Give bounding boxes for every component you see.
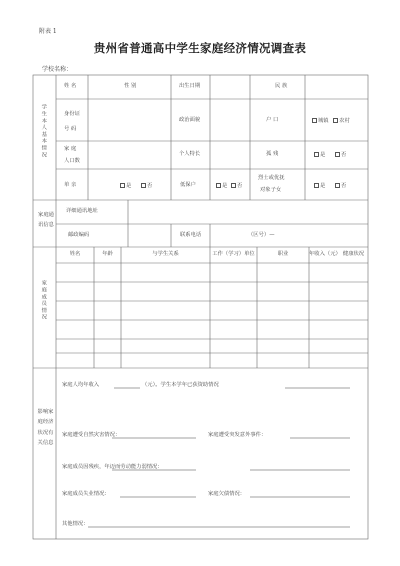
birth-date-label: 出生日期	[179, 83, 201, 89]
member-col-name: 姓名	[69, 251, 81, 257]
low-income-label: 低保户	[180, 182, 196, 188]
debt-label: 家庭欠债情况：	[208, 491, 246, 497]
specialty-label: 个人特长	[179, 151, 201, 157]
low-income-no-checkbox[interactable]	[231, 183, 236, 188]
low-income-options	[216, 183, 242, 189]
phone-label: 联系电话	[180, 232, 202, 238]
member-col-occupation: 职业	[277, 251, 289, 257]
hukou-rural-option: 农村	[339, 118, 350, 124]
contact-section-label: 家庭通讯信息	[38, 212, 54, 229]
accident-label: 家庭遭受突发意外事件：	[208, 432, 267, 438]
member-col-workplace: 工作（学习）单位	[212, 251, 255, 257]
annex-label: 附表 1	[39, 28, 57, 35]
hukou-label: 户 口	[266, 117, 279, 123]
member-col-income: 年收入（元）	[309, 251, 341, 257]
martyr-label-2: 对象子女	[260, 187, 282, 193]
address-label: 详细通讯地址	[66, 208, 98, 214]
orphan-yes-option: 是	[320, 152, 326, 158]
member-col-health: 健康状况	[342, 251, 365, 257]
low-income-yes-checkbox[interactable]	[216, 183, 221, 188]
martyr-label-1: 烈士或优抚	[258, 175, 285, 181]
hukou-urban-checkbox[interactable]	[312, 118, 317, 123]
single-parent-yes-checkbox[interactable]	[120, 183, 125, 188]
member-col-relation: 与学生关系	[152, 251, 179, 257]
hukou-options	[312, 118, 350, 124]
disability-label: 家庭成员因残疾，年迈而劳动能力弱情况：	[62, 464, 163, 470]
single-parent-no-checkbox[interactable]	[141, 183, 146, 188]
ethnicity-label: 民 族	[275, 83, 288, 89]
hukou-urban-option: 城镇	[318, 118, 329, 124]
martyr-options	[314, 183, 346, 189]
members-section-label: 家庭成员情况	[40, 280, 47, 321]
low-income-no-option: 否	[237, 183, 243, 189]
low-income-yes-option: 是	[222, 183, 228, 189]
hukou-rural-checkbox[interactable]	[333, 118, 338, 123]
orphan-options	[314, 152, 346, 158]
orphan-no-checkbox[interactable]	[335, 152, 340, 157]
id-number-label-2: 号 码	[64, 126, 77, 132]
unemployment-label: 家庭成员失业情况：	[62, 491, 110, 497]
martyr-no-option: 否	[341, 183, 347, 189]
id-number-label-1: 身份证	[64, 111, 80, 117]
political-status-label: 政治面貌	[179, 117, 201, 123]
disaster-label: 家庭遭受自然灾害情况：	[62, 432, 121, 438]
school-name-label: 学校名称：	[42, 66, 73, 73]
name-label: 姓 名	[64, 83, 77, 89]
postcode-label: 邮政编码	[68, 232, 90, 238]
form-title: 贵州省普通高中学生家庭经济情况调查表	[93, 41, 307, 55]
single-parent-label: 单 亲	[64, 182, 77, 188]
family-size-label-1: 家 庭	[64, 146, 77, 152]
gender-label: 性 别	[124, 83, 137, 89]
student-section-label: 学生本人基本情况	[40, 104, 47, 159]
income-line-label-1: 家庭人均年收入	[62, 382, 100, 388]
orphan-yes-checkbox[interactable]	[314, 152, 319, 157]
martyr-yes-checkbox[interactable]	[314, 183, 319, 188]
martyr-no-checkbox[interactable]	[335, 183, 340, 188]
single-parent-no-option: 否	[147, 183, 153, 189]
single-parent-options	[120, 183, 152, 189]
martyr-yes-option: 是	[320, 183, 326, 189]
single-parent-yes-option: 是	[126, 183, 132, 189]
family-size-label-2: 人口数	[64, 158, 80, 164]
orphan-label: 孤 残	[266, 151, 279, 157]
member-col-age: 年龄	[102, 251, 113, 257]
income-line-label-2: （元）。学生本学年已获资助情况	[142, 382, 219, 388]
factors-section-label: 影响家庭经济状况有关信息	[37, 409, 54, 446]
area-code-hint: （区号）—	[248, 232, 275, 238]
orphan-no-option: 否	[341, 152, 347, 158]
other-label: 其他情况：	[62, 521, 89, 527]
